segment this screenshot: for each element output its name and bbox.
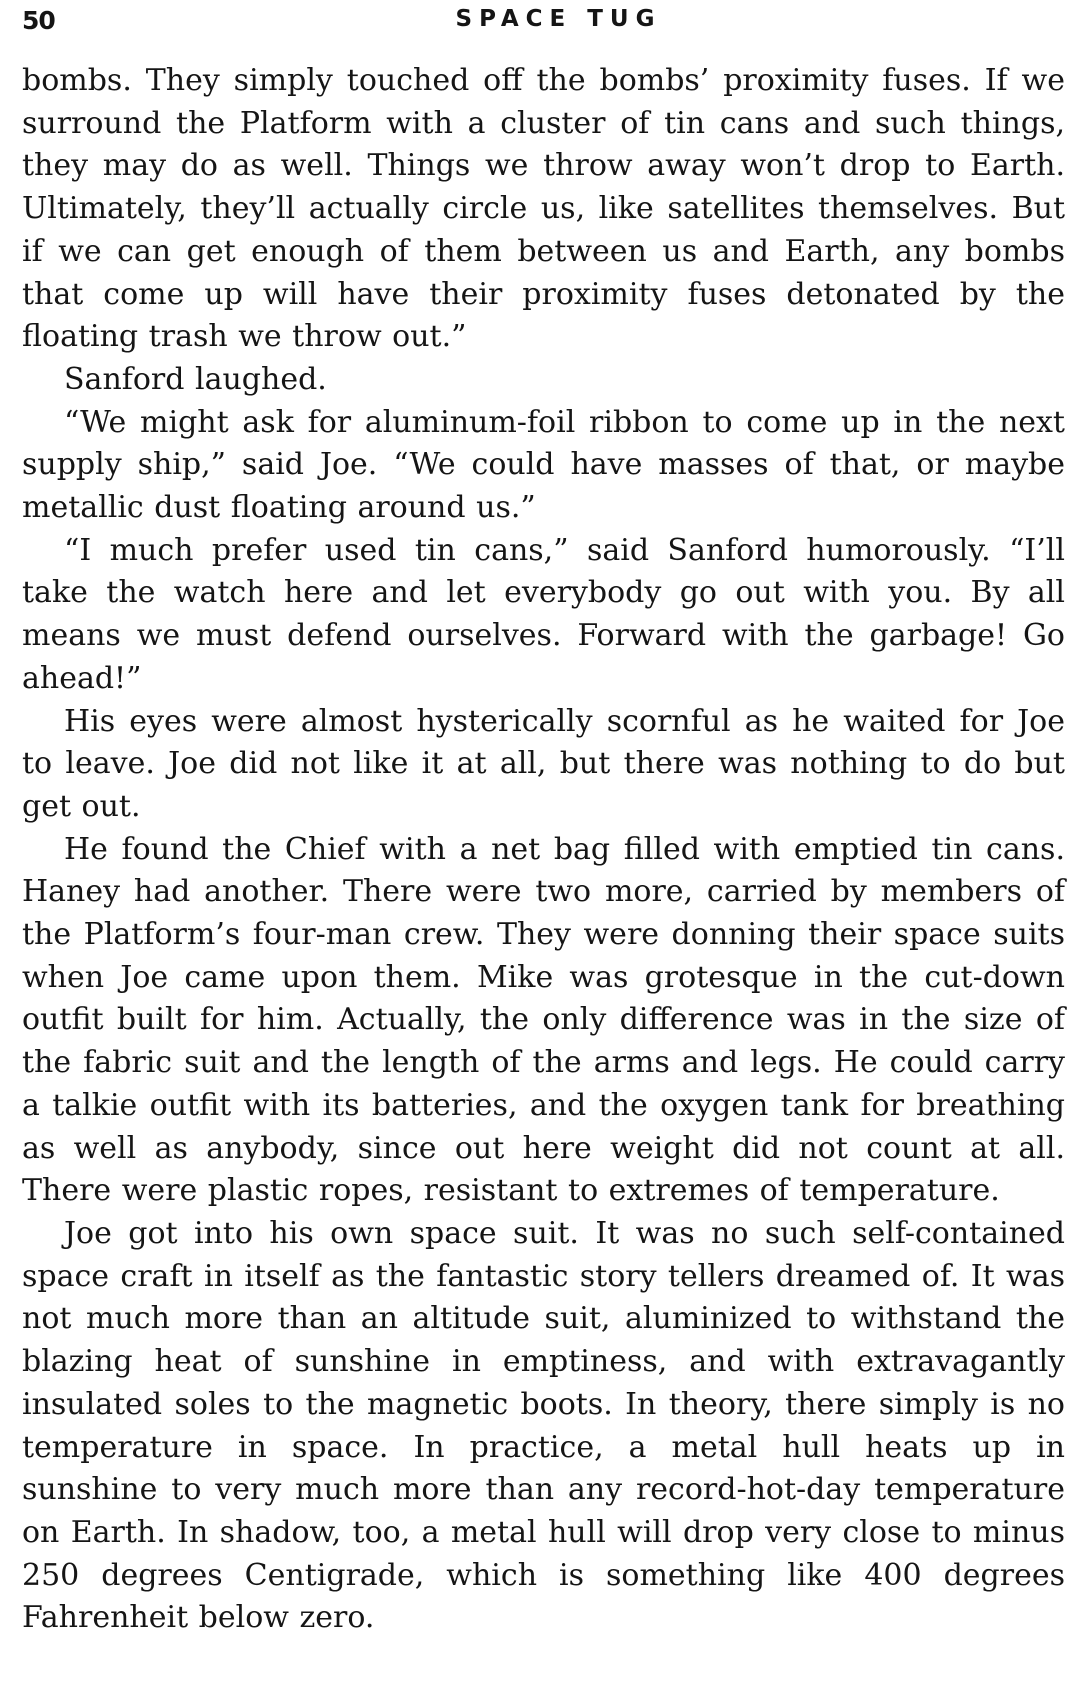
book-page [22,0,1065,1698]
body-text [22,60,1065,1640]
running-head [22,0,1065,58]
paragraph: “I much prefer used tin cans,” said Sanford humorously. “I’ll take the watch here and let everybody go out with you. By all means we must defend ourselves. Forward with the garbage! Go ahead!” [22,532,1065,696]
page-number: 50 [22,6,55,35]
paragraph: His eyes were almost hysterically scornful as he waited for Joe to leave. Joe did not like it at all, but there was nothing to do but get out. [22,703,1065,824]
book-title: SPACE TUG [455,6,662,32]
paragraph: He found the Chief with a net bag filled with emptied tin cans. Haney had another. There were two more, carried by members of the Platform’s four-man crew. They were donning their space suits when Joe came upon them. Mike was grotesque in the cut-down outfit built for him. Actually, the only difference was in the size of the fabric suit and the length of the arms and legs. He could carry a talkie outfit with its batteries, and the oxygen tank for breathing as well as anybody, since out here weight did not count at all. There were plastic ropes, resistant to extremes of temperature. [22,831,1065,1209]
paragraph: “We might ask for aluminum-foil ribbon to come up in the next supply ship,” said Joe. “We could have masses of that, or maybe metallic dust floating around us.” [22,404,1065,526]
paragraph: Sanford laughed. [64,361,327,397]
paragraph-continued: bombs. They simply touched off the bombs’ proximity fuses. If we surround the Platform with a cluster of tin cans and such things, they may do as well. Things we throw away won’t drop to Earth. Ultimately, they’ll actually circle us, like satellites themselves. But if we can get enough of them between us and Earth, any bombs that come up will have their proximity fuses detonated by the floating trash we throw out.” [22,63,1065,355]
paragraph: Joe got into his own space suit. It was no such self-contained space craft in itself as the fantastic story tellers dreamed of. It was not much more than an altitude suit, aluminized to withstand the blazing heat of sunshine in emptiness, and with extravagantly insulated soles to the magnetic boots. In theory, there simply is no temperature in space. In practice, a metal hull heats up in sunshine to very much more than any record-hot-day temperature on Earth. In shadow, too, a metal hull will drop very close to minus 250 degrees Centigrade, which is something like 400 degrees Fahrenheit below zero. [22,1215,1065,1636]
